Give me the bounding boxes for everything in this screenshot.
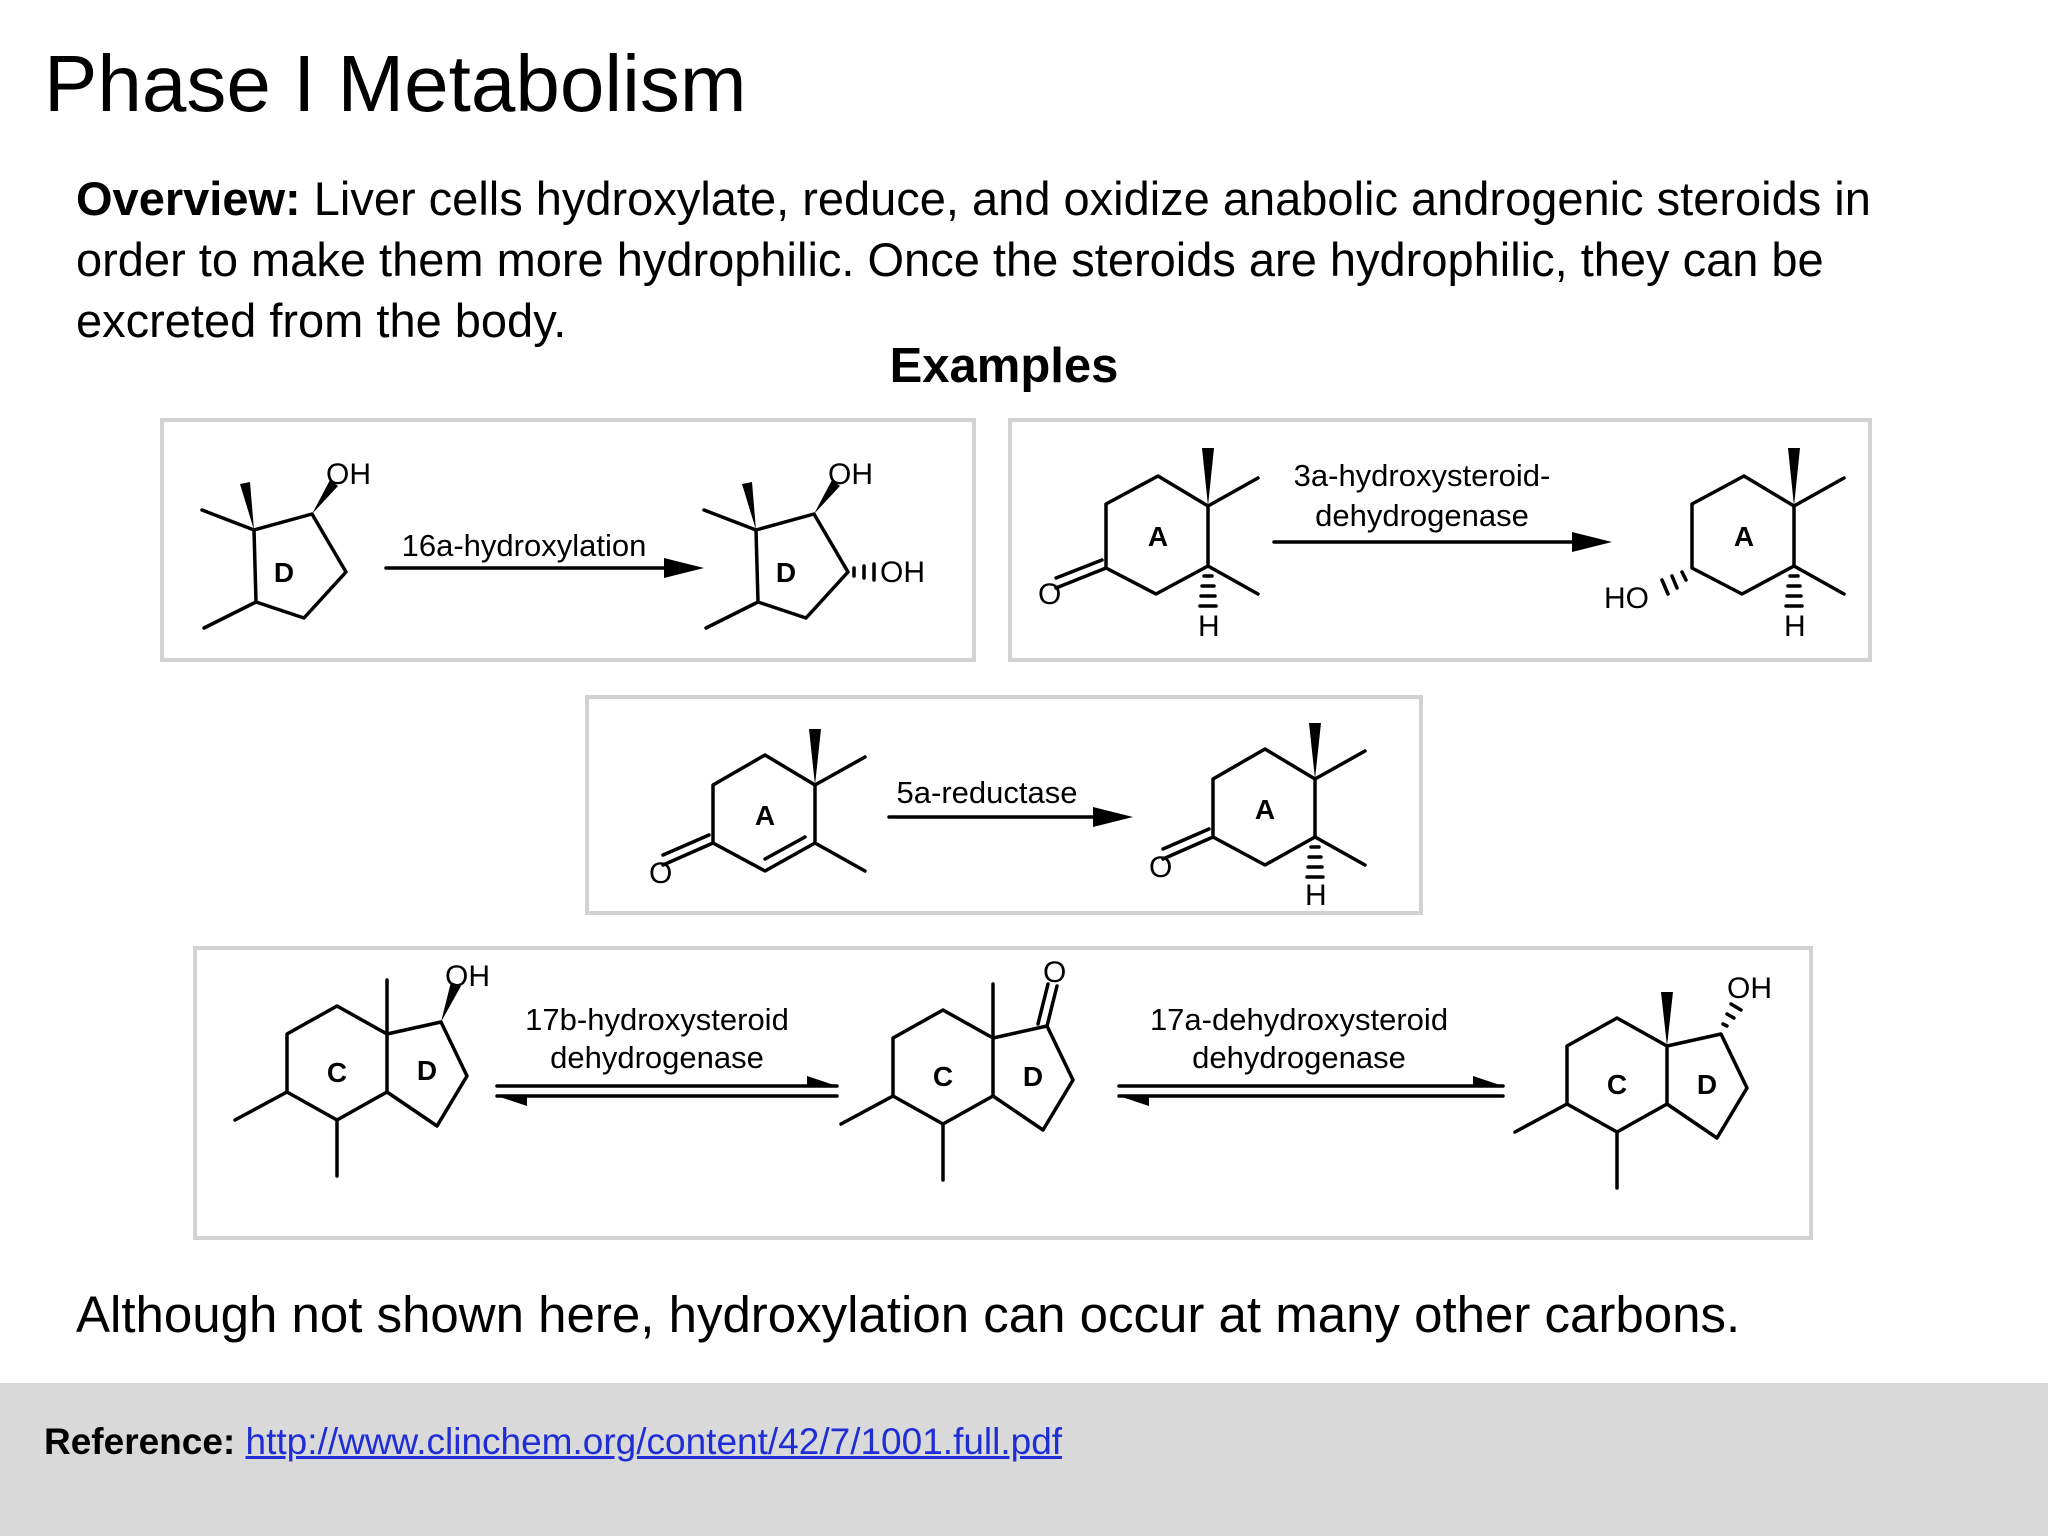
- d-ring-reactant: [254, 514, 346, 618]
- reference-line: [44, 1421, 1062, 1463]
- enzyme-label-hydroxylation: 16a-hydroxylation: [401, 528, 647, 563]
- overview-text: Liver cells hydroxylate, reduce, and oxidize anabolic androgenic steroids in order to make them more hydrophilic. Once the steroids are hydrophilic, they can be excreted from the body.: [76, 172, 1871, 347]
- oh-label: OH: [1727, 972, 1772, 1005]
- ho-label: HO: [1604, 582, 1649, 615]
- ketone-o-label: O: [1043, 956, 1067, 989]
- methyl-wedge: [1202, 448, 1214, 506]
- oh-label-reactant: OH: [326, 458, 371, 491]
- methyl-wedge: [240, 482, 254, 530]
- ring-a-label: A: [1733, 521, 1755, 552]
- ketone-o-label: O: [1149, 851, 1173, 884]
- page-title: Phase I Metabolism: [44, 39, 747, 128]
- ring-d-label: D: [273, 557, 295, 588]
- overview-paragraph: [76, 168, 1986, 351]
- oh-label-product: OH: [828, 458, 873, 491]
- enzyme-label-17b-line2: dehydrogenase: [550, 1040, 764, 1075]
- reaction-box-17-hsd: [193, 946, 1813, 1240]
- reference-label: Reference:: [44, 1421, 236, 1462]
- enzyme-label-17b-line1: 17b-hydroxysteroid: [525, 1002, 789, 1037]
- h-label: H: [1305, 879, 1327, 912]
- enzyme-label-5a: 5a-reductase: [896, 775, 1078, 810]
- ring-double-bond: [765, 837, 805, 859]
- reference-link[interactable]: http://www.clinchem.org/content/42/7/1001.full.pdf: [245, 1421, 1063, 1462]
- enzyme-label-17a-line1: 17a-dehydroxysteroid: [1149, 1002, 1449, 1037]
- overview-label: Overview:: [76, 172, 301, 225]
- cd-ring-17b-oh: [235, 960, 490, 1176]
- d-ring-product: [756, 514, 848, 618]
- h-label: H: [1784, 610, 1806, 643]
- enzyme-label-17a-line2: dehydrogenase: [1192, 1040, 1406, 1075]
- h-label: H: [1198, 610, 1220, 643]
- oh-label: OH: [445, 960, 490, 993]
- oh-label-16a: OH: [880, 556, 925, 589]
- 5a-reductase-diagram: [589, 699, 1427, 919]
- 17-hsd-diagram: [197, 950, 1817, 1244]
- 3a-hsd-diagram: [1012, 422, 1876, 666]
- arrow-head: [1572, 532, 1612, 552]
- ring-d-label: D: [416, 1055, 438, 1086]
- forward-arrow-head: [807, 1076, 837, 1086]
- ketone-o-label: O: [1038, 578, 1062, 611]
- ring-d-label: D: [1022, 1061, 1044, 1092]
- reverse-arrow-head: [1119, 1096, 1149, 1106]
- ring-a-label: A: [1254, 794, 1276, 825]
- examples-heading: Examples: [889, 339, 1119, 393]
- forward-arrow-head: [1473, 1076, 1503, 1086]
- alpha-hash-bond: [854, 564, 874, 580]
- alpha-h-hash: [1200, 576, 1216, 606]
- ring-c-label: C: [932, 1061, 954, 1092]
- ring-a-label: A: [1147, 521, 1169, 552]
- 17a-oh-hash: [1723, 1004, 1741, 1026]
- enzyme-label-3a-line2: dehydrogenase: [1315, 498, 1529, 533]
- hydroxylation-note: Although not shown here, hydroxylation can occur at many other carbons.: [76, 1286, 1741, 1343]
- cd-ring-17a-oh: [1515, 972, 1772, 1188]
- 3a-oh-hash: [1662, 572, 1686, 594]
- arrow-head: [664, 558, 704, 578]
- ring-c-label: C: [326, 1057, 348, 1088]
- enzyme-label-3a-line1: 3a-hydroxysteroid-: [1293, 458, 1551, 493]
- 5a-h-hash: [1307, 847, 1323, 877]
- ring-a-label: A: [754, 800, 776, 831]
- reaction-box-3a-hsd: [1008, 418, 1872, 662]
- cd-ring-17-ketone: [841, 956, 1073, 1180]
- ring-d-label: D: [1696, 1069, 1718, 1100]
- ring-d-label: D: [775, 557, 797, 588]
- ring-c-label: C: [1606, 1069, 1628, 1100]
- arrow-head: [1093, 807, 1133, 827]
- reaction-box-5a-reductase: [585, 695, 1423, 915]
- ketone-o-label: O: [649, 857, 673, 890]
- hydroxylation-diagram: [164, 422, 980, 666]
- reaction-box-hydroxylation: [160, 418, 976, 662]
- reverse-arrow-head: [497, 1096, 527, 1106]
